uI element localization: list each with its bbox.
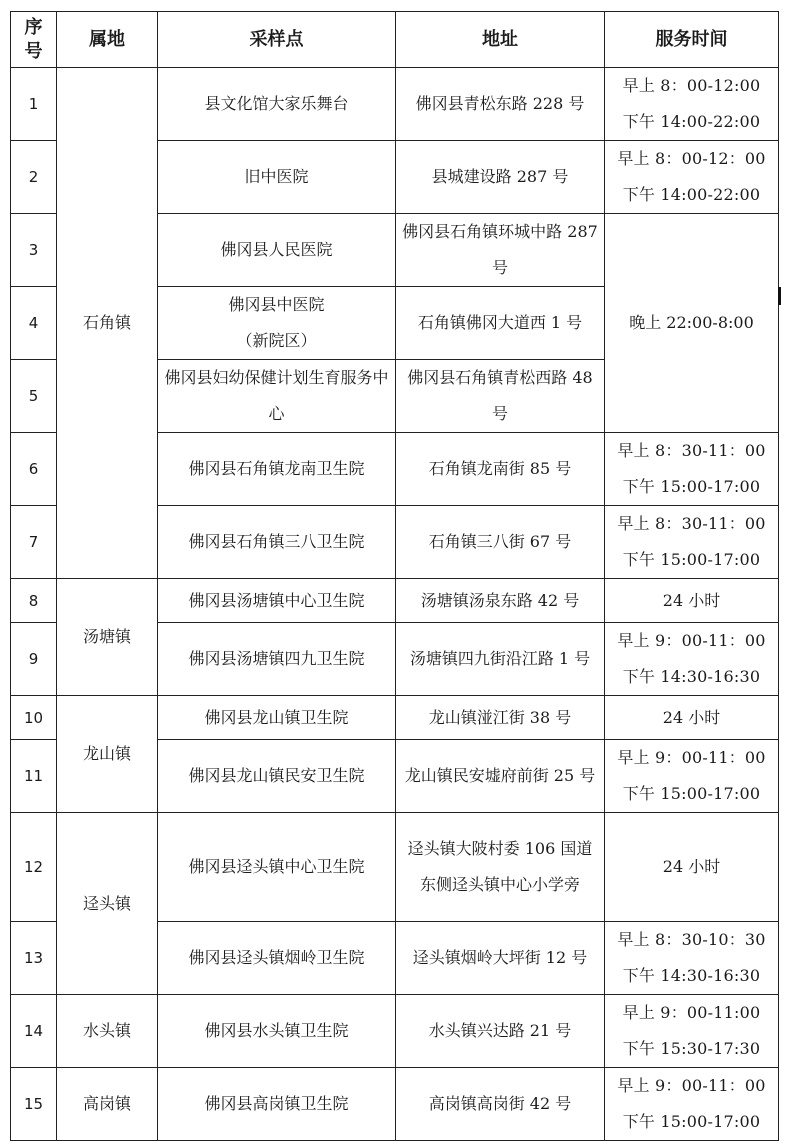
- hours-line: 下午 15:00-17:00: [622, 784, 761, 803]
- region-cell: 水头镇: [57, 995, 158, 1068]
- hours-line: 下午 15:00-17:00: [622, 1112, 761, 1131]
- header-row: [11, 12, 779, 68]
- row-number: 5: [11, 360, 57, 433]
- row-number: 4: [11, 287, 57, 360]
- table-row: [11, 995, 779, 1068]
- hours-line: 早上 9：00-11：00: [617, 748, 766, 767]
- site-cell: 佛冈县高岗镇卫生院: [158, 1068, 396, 1141]
- address-cell: 石角镇佛冈大道西 1 号: [396, 287, 605, 360]
- hours-cell: [605, 1068, 779, 1141]
- site-cell: 旧中医院: [158, 141, 396, 214]
- hours-line: 早上 9：00-11:00: [622, 1003, 761, 1022]
- table-row: [11, 579, 779, 623]
- hours-line: 下午 15:00-17:00: [622, 550, 761, 569]
- table-row: [11, 68, 779, 141]
- header-no: 序 号: [11, 12, 57, 68]
- hours-cell: [605, 506, 779, 579]
- hours-line: 下午 14:00-22:00: [622, 112, 761, 131]
- site-cell: 佛冈县迳头镇烟岭卫生院: [158, 922, 396, 995]
- site-cell: 佛冈县龙山镇卫生院: [158, 696, 396, 740]
- hours-line: 早上 8：00-12:00: [622, 76, 761, 95]
- hours-line: 早上 9：00-11：00: [617, 631, 766, 650]
- hours-line: 早上 9：00-11：00: [617, 1076, 766, 1095]
- site-cell: 佛冈县人民医院: [158, 214, 396, 287]
- site-cell: 佛冈县中医院 （新院区）: [158, 287, 396, 360]
- address-cell: 石角镇三八街 67 号: [396, 506, 605, 579]
- header-site: 采样点: [158, 12, 396, 68]
- row-number: 10: [11, 696, 57, 740]
- address-cell: 佛冈县青松东路 228 号: [396, 68, 605, 141]
- region-cell: 高岗镇: [57, 1068, 158, 1141]
- row-number: 6: [11, 433, 57, 506]
- site-cell: 县文化馆大家乐舞台: [158, 68, 396, 141]
- header-region: 属地: [57, 12, 158, 68]
- region-cell: 龙山镇: [57, 696, 158, 813]
- hours-line: 下午 15:00-17:00: [622, 477, 761, 496]
- row-number: 7: [11, 506, 57, 579]
- address-cell: 迳头镇大陂村委 106 国道东侧迳头镇中心小学旁: [396, 813, 605, 922]
- hours-cell: [605, 623, 779, 696]
- row-number: 3: [11, 214, 57, 287]
- hours-cell: [605, 922, 779, 995]
- header-hours: 服务时间: [605, 12, 779, 68]
- sampling-sites-table: [10, 11, 779, 1141]
- table-row: [11, 1068, 779, 1141]
- row-number: 11: [11, 740, 57, 813]
- address-cell: 佛冈县石角镇环城中路 287 号: [396, 214, 605, 287]
- row-number: 13: [11, 922, 57, 995]
- address-cell: 龙山镇湴江街 38 号: [396, 696, 605, 740]
- hours-line: 下午 14:30-16:30: [622, 667, 761, 686]
- site-cell: 佛冈县石角镇龙南卫生院: [158, 433, 396, 506]
- hours-cell: 24 小时: [605, 579, 779, 623]
- row-number: 15: [11, 1068, 57, 1141]
- hours-line: 早上 8：30-10：30: [617, 930, 766, 949]
- hours-cell: [605, 433, 779, 506]
- address-cell: 龙山镇民安墟府前街 25 号: [396, 740, 605, 813]
- table-row: [11, 696, 779, 740]
- site-cell: 佛冈县水头镇卫生院: [158, 995, 396, 1068]
- row-number: 8: [11, 579, 57, 623]
- hours-line: 早上 8：30-11：00: [617, 514, 766, 533]
- row-number: 2: [11, 141, 57, 214]
- header-address: 地址: [396, 12, 605, 68]
- region-cell: 汤塘镇: [57, 579, 158, 696]
- hours-line: 早上 8：00-12：00: [617, 149, 766, 168]
- address-cell: 县城建设路 287 号: [396, 141, 605, 214]
- hours-cell: [605, 995, 779, 1068]
- address-cell: 汤塘镇汤泉东路 42 号: [396, 579, 605, 623]
- hours-line: 下午 15:30-17:30: [622, 1039, 761, 1058]
- table-row: [11, 813, 779, 922]
- site-cell: 佛冈县石角镇三八卫生院: [158, 506, 396, 579]
- hours-line: 下午 14:00-22:00: [622, 185, 761, 204]
- row-number: 14: [11, 995, 57, 1068]
- row-number: 9: [11, 623, 57, 696]
- address-cell: 汤塘镇四九街沿江路 1 号: [396, 623, 605, 696]
- site-cell: 佛冈县汤塘镇中心卫生院: [158, 579, 396, 623]
- text-cursor-mark: [778, 287, 781, 305]
- hours-cell-merged: 晚上 22:00-8:00: [605, 214, 779, 433]
- address-cell: 石角镇龙南街 85 号: [396, 433, 605, 506]
- hours-cell: [605, 740, 779, 813]
- hours-line: 下午 14:30-16:30: [622, 966, 761, 985]
- hours-cell: [605, 141, 779, 214]
- hours-cell: 24 小时: [605, 696, 779, 740]
- address-cell: 高岗镇高岗街 42 号: [396, 1068, 605, 1141]
- address-cell: 佛冈县石角镇青松西路 48 号: [396, 360, 605, 433]
- row-number: 12: [11, 813, 57, 922]
- row-number: 1: [11, 68, 57, 141]
- site-cell: 佛冈县汤塘镇四九卫生院: [158, 623, 396, 696]
- hours-cell: 24 小时: [605, 813, 779, 922]
- region-cell: 迳头镇: [57, 813, 158, 995]
- site-cell: 佛冈县妇幼保健计划生育服务中心: [158, 360, 396, 433]
- site-cell: 佛冈县龙山镇民安卫生院: [158, 740, 396, 813]
- region-cell: 石角镇: [57, 68, 158, 579]
- address-cell: 水头镇兴达路 21 号: [396, 995, 605, 1068]
- hours-cell: [605, 68, 779, 141]
- site-cell: 佛冈县迳头镇中心卫生院: [158, 813, 396, 922]
- address-cell: 迳头镇烟岭大坪街 12 号: [396, 922, 605, 995]
- hours-line: 早上 8：30-11：00: [617, 441, 766, 460]
